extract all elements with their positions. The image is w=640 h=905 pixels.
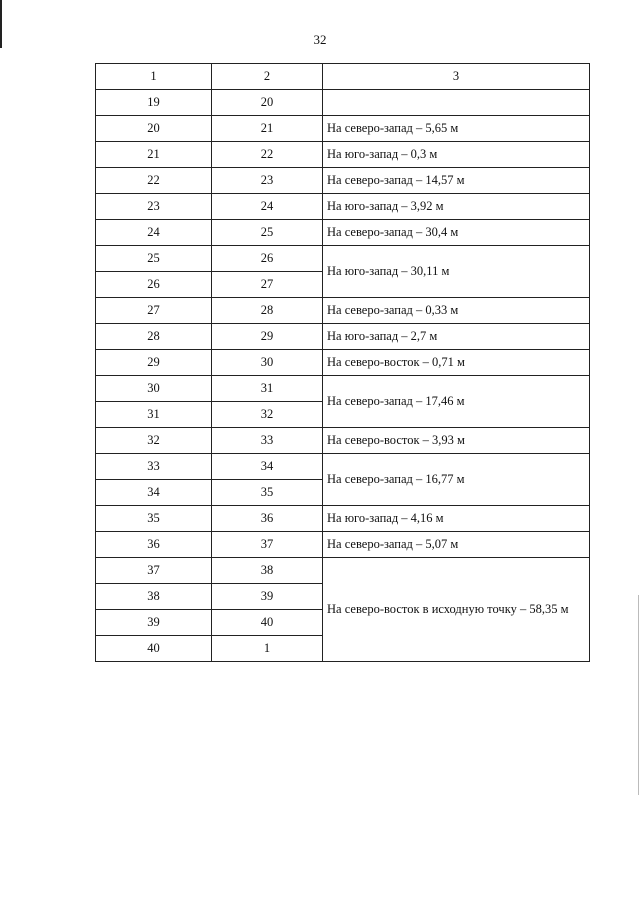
point-from-cell: 28: [96, 324, 212, 350]
point-from-cell: 35: [96, 506, 212, 532]
page-number: 32: [313, 32, 327, 47]
point-to-cell: 20: [212, 90, 323, 116]
table-row: [96, 298, 590, 324]
point-from-cell: 40: [96, 636, 212, 662]
point-from-cell: 24: [96, 220, 212, 246]
table-row: [96, 168, 590, 194]
direction-cell: На северо-запад – 30,4 м: [323, 220, 590, 246]
point-from-cell: 39: [96, 610, 212, 636]
point-to-cell: 30: [212, 350, 323, 376]
point-to-cell: 31: [212, 376, 323, 402]
point-to-cell: 21: [212, 116, 323, 142]
table-row: [96, 116, 590, 142]
table-row: [96, 142, 590, 168]
point-from-cell: 19: [96, 90, 212, 116]
table-row: [96, 246, 590, 272]
point-from-cell: 27: [96, 298, 212, 324]
direction-cell: На юго-запад – 30,11 м: [323, 246, 590, 298]
table-row: [96, 558, 590, 584]
column-header-2: 2: [212, 64, 323, 90]
table-row: [96, 194, 590, 220]
point-to-cell: 27: [212, 272, 323, 298]
column-header-1: 1: [96, 64, 212, 90]
point-to-cell: 32: [212, 402, 323, 428]
direction-cell: На северо-восток – 3,93 м: [323, 428, 590, 454]
point-from-cell: 34: [96, 480, 212, 506]
point-to-cell: 25: [212, 220, 323, 246]
point-from-cell: 32: [96, 428, 212, 454]
point-to-cell: 38: [212, 558, 323, 584]
direction-cell: На северо-запад – 16,77 м: [323, 454, 590, 506]
point-to-cell: 33: [212, 428, 323, 454]
direction-cell: На юго-запад – 0,3 м: [323, 142, 590, 168]
point-from-cell: 20: [96, 116, 212, 142]
point-from-cell: 29: [96, 350, 212, 376]
direction-cell: На северо-запад – 17,46 м: [323, 376, 590, 428]
point-from-cell: 26: [96, 272, 212, 298]
point-to-cell: 23: [212, 168, 323, 194]
scan-edge-mark-right: [638, 595, 639, 795]
point-to-cell: 34: [212, 454, 323, 480]
point-from-cell: 38: [96, 584, 212, 610]
point-from-cell: 22: [96, 168, 212, 194]
point-to-cell: 39: [212, 584, 323, 610]
table-row: [96, 90, 590, 116]
point-to-cell: 28: [212, 298, 323, 324]
point-from-cell: 30: [96, 376, 212, 402]
point-to-cell: 36: [212, 506, 323, 532]
direction-cell: На северо-восток в исходную точку – 58,35 м: [323, 558, 590, 662]
point-from-cell: 36: [96, 532, 212, 558]
table-row: [96, 428, 590, 454]
point-to-cell: 26: [212, 246, 323, 272]
direction-cell: На северо-запад – 5,65 м: [323, 116, 590, 142]
table-row: [96, 350, 590, 376]
table-header-row: [96, 64, 590, 90]
direction-cell: На юго-запад – 3,92 м: [323, 194, 590, 220]
point-to-cell: 40: [212, 610, 323, 636]
table-body: [96, 90, 590, 662]
table-row: [96, 220, 590, 246]
point-from-cell: 21: [96, 142, 212, 168]
column-header-3: 3: [323, 64, 590, 90]
direction-cell: На северо-восток – 0,71 м: [323, 350, 590, 376]
point-to-cell: 22: [212, 142, 323, 168]
point-from-cell: 25: [96, 246, 212, 272]
direction-cell: На северо-запад – 14,57 м: [323, 168, 590, 194]
direction-cell: На юго-запад – 2,7 м: [323, 324, 590, 350]
point-from-cell: 23: [96, 194, 212, 220]
direction-cell: На юго-запад – 4,16 м: [323, 506, 590, 532]
point-from-cell: 31: [96, 402, 212, 428]
table-row: [96, 324, 590, 350]
table-row: [96, 454, 590, 480]
point-from-cell: 33: [96, 454, 212, 480]
direction-cell: На северо-запад – 0,33 м: [323, 298, 590, 324]
point-to-cell: 1: [212, 636, 323, 662]
point-to-cell: 29: [212, 324, 323, 350]
direction-cell: [323, 90, 590, 116]
table-row: [96, 376, 590, 402]
point-to-cell: 24: [212, 194, 323, 220]
point-from-cell: 37: [96, 558, 212, 584]
direction-cell: На северо-запад – 5,07 м: [323, 532, 590, 558]
point-to-cell: 37: [212, 532, 323, 558]
boundary-table: [95, 63, 590, 662]
table-row: [96, 532, 590, 558]
table-row: [96, 506, 590, 532]
point-to-cell: 35: [212, 480, 323, 506]
